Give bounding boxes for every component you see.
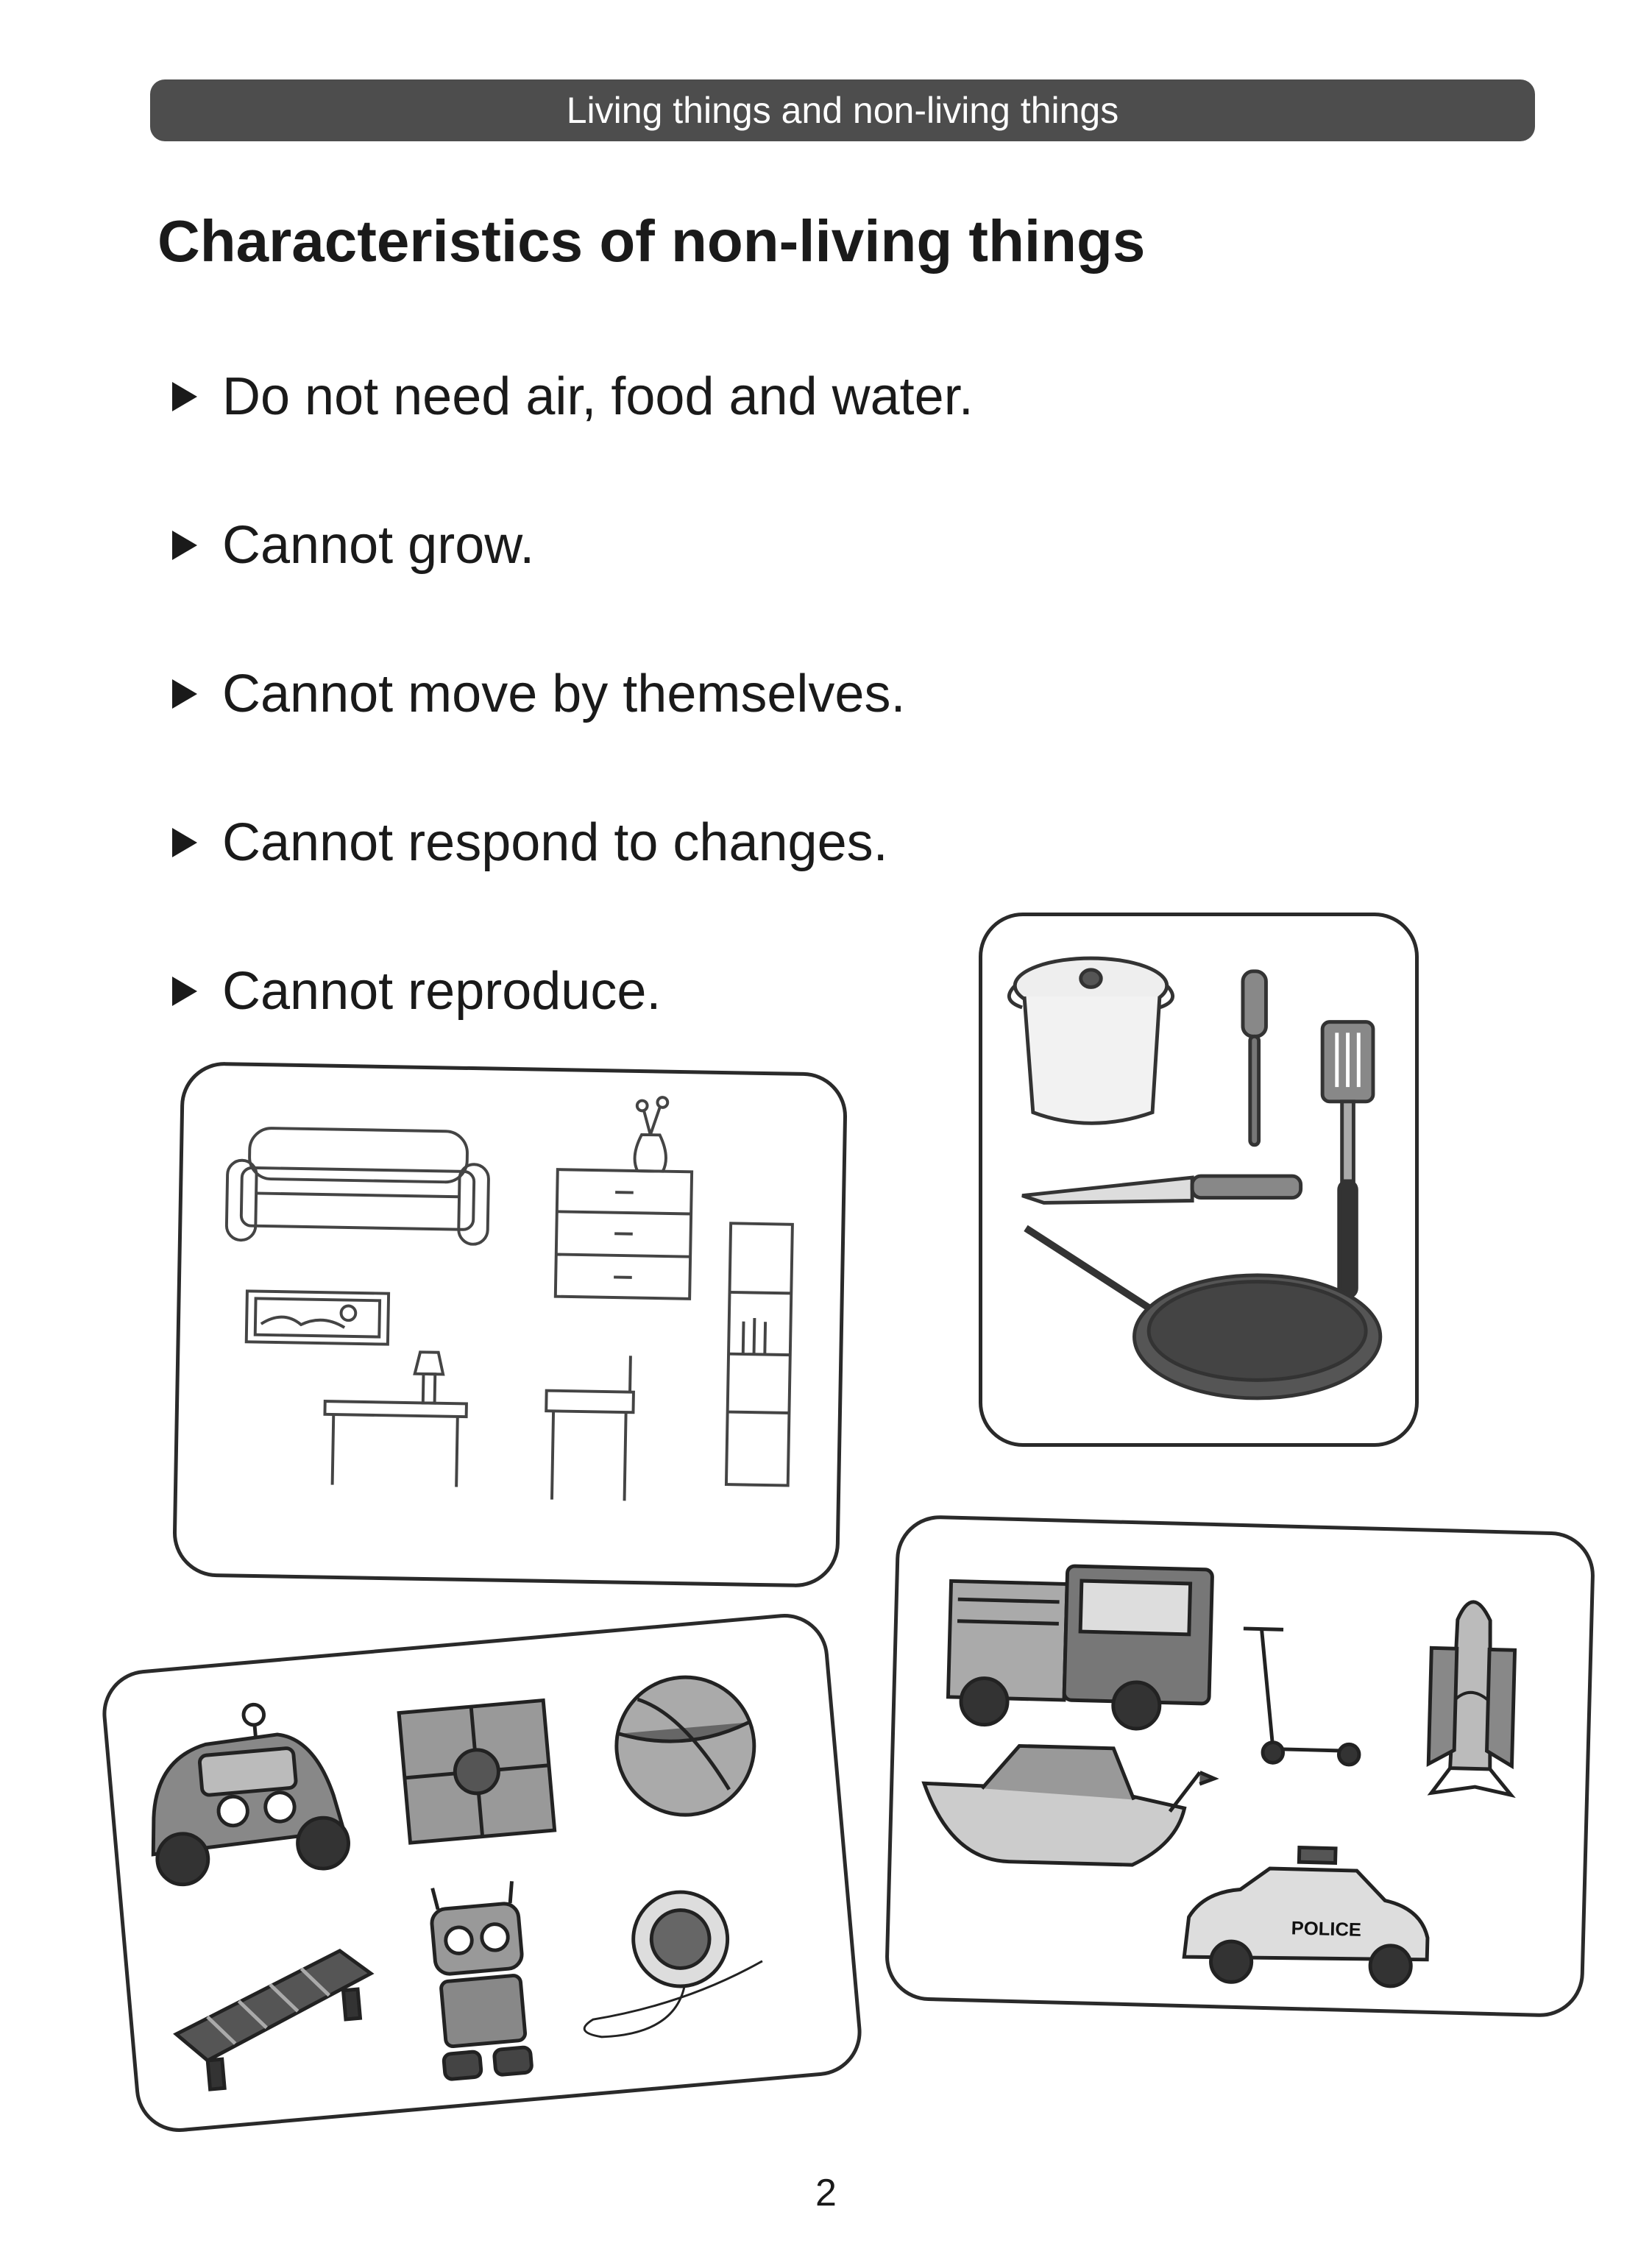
scooter-icon bbox=[1240, 1629, 1362, 1765]
police-car-icon bbox=[1183, 1844, 1430, 1987]
desk-icon bbox=[324, 1401, 467, 1487]
sink-icon bbox=[545, 1354, 634, 1501]
beach-ball-icon bbox=[611, 1671, 760, 1821]
page-number: 2 bbox=[815, 2172, 837, 2214]
vase-icon bbox=[634, 1097, 667, 1171]
table-lamp-icon bbox=[414, 1352, 444, 1403]
fire-truck-icon bbox=[948, 1563, 1213, 1731]
triangle-bullet-icon bbox=[172, 679, 197, 709]
cooking-pot-icon bbox=[1009, 958, 1172, 1123]
triangle-bullet-icon bbox=[172, 382, 197, 411]
jigsaw-puzzle-icon bbox=[399, 1701, 555, 1843]
triangle-bullet-icon bbox=[172, 531, 197, 560]
bullet-text: Cannot reproduce. bbox=[222, 962, 662, 1021]
header-label: Living things and non-living things bbox=[566, 90, 1119, 131]
bullet-text: Cannot move by themselves. bbox=[222, 665, 906, 723]
toy-robot-icon bbox=[429, 1881, 532, 2080]
police-label: POLICE bbox=[1291, 1918, 1362, 1941]
knife-icon bbox=[1022, 1176, 1301, 1202]
yo-yo-icon bbox=[573, 1885, 767, 2038]
bullet-text: Cannot grow. bbox=[222, 516, 535, 575]
picture-frame-icon bbox=[247, 1291, 389, 1344]
boat-icon bbox=[922, 1743, 1215, 1867]
chest-of-drawers-icon bbox=[556, 1169, 692, 1299]
furniture-card bbox=[172, 1061, 848, 1588]
header-bar bbox=[150, 79, 1535, 141]
bullet-text: Do not need air, food and water. bbox=[222, 367, 974, 426]
sofa-icon bbox=[227, 1127, 489, 1244]
triangle-bullet-icon bbox=[172, 977, 197, 1006]
toy-car-icon bbox=[141, 1698, 351, 1887]
space-shuttle-icon bbox=[1428, 1601, 1516, 1795]
bullet-item bbox=[172, 664, 905, 724]
bullet-item bbox=[172, 961, 661, 1021]
frying-pan-icon bbox=[1026, 1228, 1380, 1398]
bullet-item bbox=[172, 366, 974, 427]
page-title: Characteristics of non-living things bbox=[157, 208, 1146, 274]
bullet-item bbox=[172, 515, 534, 575]
vehicles-card bbox=[885, 1515, 1596, 2019]
bullet-text: Cannot respond to changes. bbox=[222, 813, 888, 872]
triangle-bullet-icon bbox=[172, 828, 197, 857]
xylophone-icon bbox=[170, 1948, 380, 2091]
bullet-item bbox=[172, 812, 888, 873]
bookshelf-icon bbox=[726, 1223, 793, 1485]
toys-card bbox=[99, 1610, 865, 2136]
spatula-icon bbox=[1243, 971, 1266, 1145]
slotted-turner-icon bbox=[1322, 1022, 1373, 1297]
kitchen-card bbox=[979, 913, 1419, 1447]
